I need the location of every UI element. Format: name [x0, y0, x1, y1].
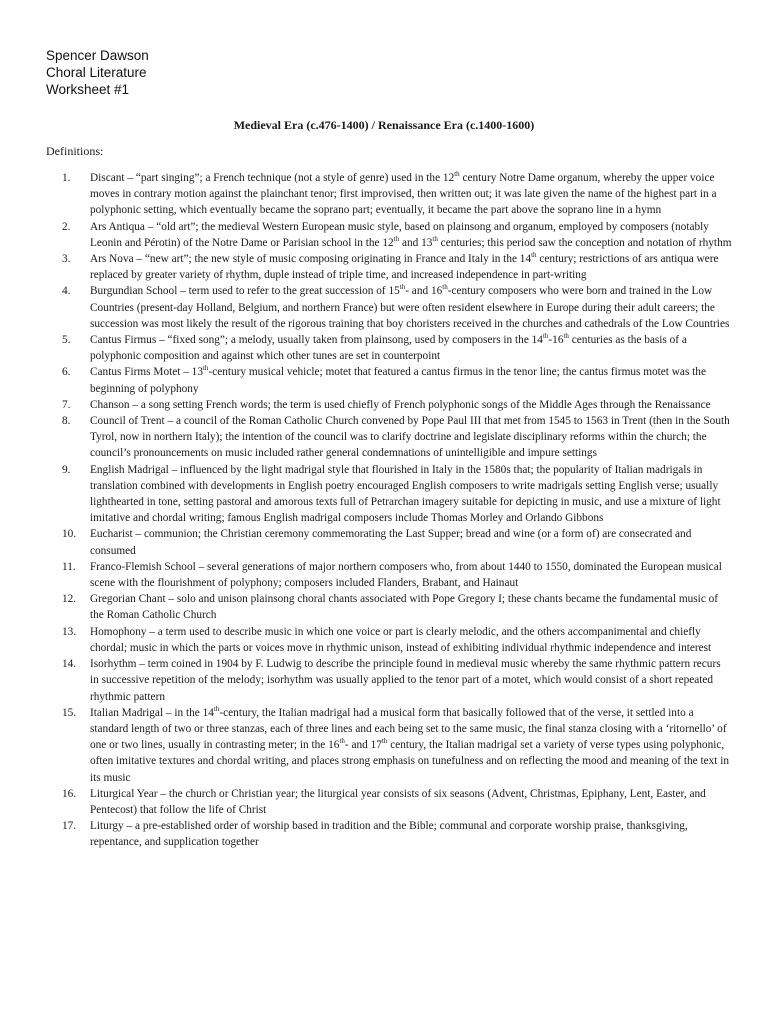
definitions-list — [62, 170, 732, 851]
definition-text: Cantus Firmus – “fixed song”; a melody, usually taken from plainsong, used by composers in the 14th-16th centuries as the basis of a polyphonic composition and against which other tunes are set in counterpoint — [90, 332, 687, 363]
definition-number: 3. — [62, 253, 71, 266]
definitions-label: Definitions: — [46, 144, 104, 158]
definition-text: Eucharist – communion; the Christian ceremony commemorating the Last Supper; bread and wine (or a form of) are consecrated and consumed — [90, 528, 692, 557]
definition-item — [62, 559, 732, 591]
definition-text: Franco-Flemish School – several generations of major northern composers who, from about 1440 to 1550, dominated the European musical scene with the flourishment of polyphony; composers included Flanders, Brabant, and Hainaut — [90, 560, 722, 590]
assignment-name: Worksheet #1 — [46, 82, 130, 97]
definition-text: Burgundian School – term used to refer to the great succession of 15th- and 16th-century composers who were born and trained in the Low Countries (present-day Holland, Belgium, and northern France) but were often resident elsewhere in Europe during their adult careers; the succession was most likely the result of the rigorous training that boy choristers received in the churches and cathedrals of the Low Countries — [90, 283, 730, 330]
definition-item — [62, 413, 732, 462]
definition-number: 6. — [62, 366, 71, 379]
document-title: Medieval Era (c.476-1400) / Renaissance Era (c.1400-1600) — [233, 118, 535, 132]
definition-number: 12. — [62, 593, 77, 606]
definition-item — [62, 332, 732, 364]
definition-text: Liturgy – a pre-established order of worship based in tradition and the Bible; communal and corporate worship praise, thanksgiving, repentance, and supplication together — [90, 820, 688, 849]
definition-number: 16. — [62, 787, 77, 800]
definition-item — [62, 656, 732, 705]
definition-item — [62, 364, 732, 396]
definition-item — [62, 624, 732, 656]
definition-number: 2. — [62, 220, 71, 233]
definition-item — [62, 526, 732, 558]
definition-item — [62, 397, 732, 413]
definition-item — [62, 462, 732, 527]
definition-text: Discant – “part singing”; a French technique (not a style of genre) used in the 12th century Notre Dame organum, whereby the upper voice moves in contrary motion against the plainchant tenor; first improvised, then written out; it was late given the name of the highest part in a polyphonic setting, which eventually became the soprano part; eventually, it became the part above the soprano line in a hymn — [90, 170, 717, 217]
definition-text: Cantus Firms Motet – 13th-century musical vehicle; motet that featured a cantus firmus in the tenor line; the cantus firmus motet was the beginning of polyphony — [90, 364, 706, 395]
definition-item — [62, 786, 732, 818]
document-header — [46, 47, 149, 98]
definition-text: Isorhythm – term coined in 1904 by F. Ludwig to describe the principle found in medieval music whereby the same rhythmic pattern recurs in successive repetition of the melody; isorhythm was usually applied to the tenor part of a motet, which would consist of a short repeated rhythmic pattern — [90, 658, 721, 703]
definition-item — [62, 818, 732, 850]
definition-number: 13. — [62, 625, 77, 638]
definition-item — [62, 283, 732, 332]
definition-number: 14. — [62, 658, 77, 671]
definition-number: 10. — [62, 528, 77, 541]
definition-number: 9. — [62, 463, 71, 476]
definition-number: 17. — [62, 820, 77, 833]
definition-text: English Madrigal – influenced by the light madrigal style that flourished in Italy in the 1580s that; the popularity of Italian madrigals in translation combined with developments in English poetry encouraged English composers to write madrigals setting English verse; usually lighthearted in tone, setting pastoral and amorous texts full of Petrarchan imagery suitable for depicting in music, and use a mixture of light imitative and chordal writing; famous English madrigal composers include Thomas Morley and Orlando Gibbons — [90, 463, 721, 525]
definition-item — [62, 251, 732, 283]
author-name: Spencer Dawson — [46, 48, 149, 63]
definition-number: 11. — [62, 560, 76, 573]
definition-text: Council of Trent – a council of the Roman Catholic Church convened by Pope Paul III that met from 1545 to 1563 in Trent (then in the South Tyrol, now in northern Italy); the intention of the council was to clarify doctrine and legislate disciplinary reforms within the church; the council’s pronouncements on music included rather general condemnations of unintelligible and impure settings — [90, 415, 730, 460]
definition-item — [62, 705, 732, 786]
definition-text: Chanson – a song setting French words; the term is used chiefly of French polyphonic songs of the Middle Ages through the Renaissance — [90, 398, 711, 411]
definition-text: Homophony – a term used to describe music in which one voice or part is clearly melodic, and the others accompanimental and chiefly chordal; music in which the parts or voices move in rhythmic unison, instead of exhibiting individual rhythmic independence and interest — [90, 625, 712, 654]
definition-number: 1. — [62, 172, 71, 184]
definition-text: Gregorian Chant – solo and unison plainsong choral chants associated with Pope Gregory I; these chants became the fundamental music of the Roman Catholic Church — [90, 593, 719, 622]
definition-item — [62, 219, 732, 251]
definition-text: Ars Antiqua – “old art”; the medieval Western European music style, based on plainsong and organum, employed by composers (notably Leonin and Pérotin) of the Notre Dame or Parisian school in the 12th and 13th centuries; this period saw the conception and notation of rhythm — [90, 220, 732, 249]
definition-number: 15. — [62, 706, 77, 719]
definition-item — [62, 591, 732, 623]
definition-number: 5. — [62, 334, 71, 347]
definition-text: Italian Madrigal – in the 14th-century, the Italian madrigal had a musical form that basically followed that of the verse, it settled into a standard length of two or three stanzas, each of three lines and each being set to the same music, the final stanza closing with a ‘ritornello’ of one or two lines, usually in contrasting meter; in the 16th- and 17th century, the Italian madrigal set a variety of verse types using polyphonic, often imitative textures and chordal writing, and places strong emphasis on tunefulness and on reflecting the mood and meaning of the text in its music — [90, 704, 730, 784]
definition-text: Ars Nova – “new art”; the new style of music composing originating in France and Italy in the 14th century; restrictions of ars antiqua were replaced by greater variety of rhythm, duple instead of triple time, and increased independence in part-writing — [90, 251, 719, 282]
definition-number: 7. — [62, 398, 71, 411]
course-name: Choral Literature — [46, 65, 147, 80]
definition-text: Liturgical Year – the church or Christian year; the liturgical year consists of six seasons (Advent, Christmas, Epiphany, Lent, Easter, and Pentecost) that follow the life of Christ — [90, 787, 706, 816]
definition-number: 4. — [62, 285, 71, 298]
definition-item — [62, 170, 732, 219]
definition-number: 8. — [62, 415, 71, 428]
